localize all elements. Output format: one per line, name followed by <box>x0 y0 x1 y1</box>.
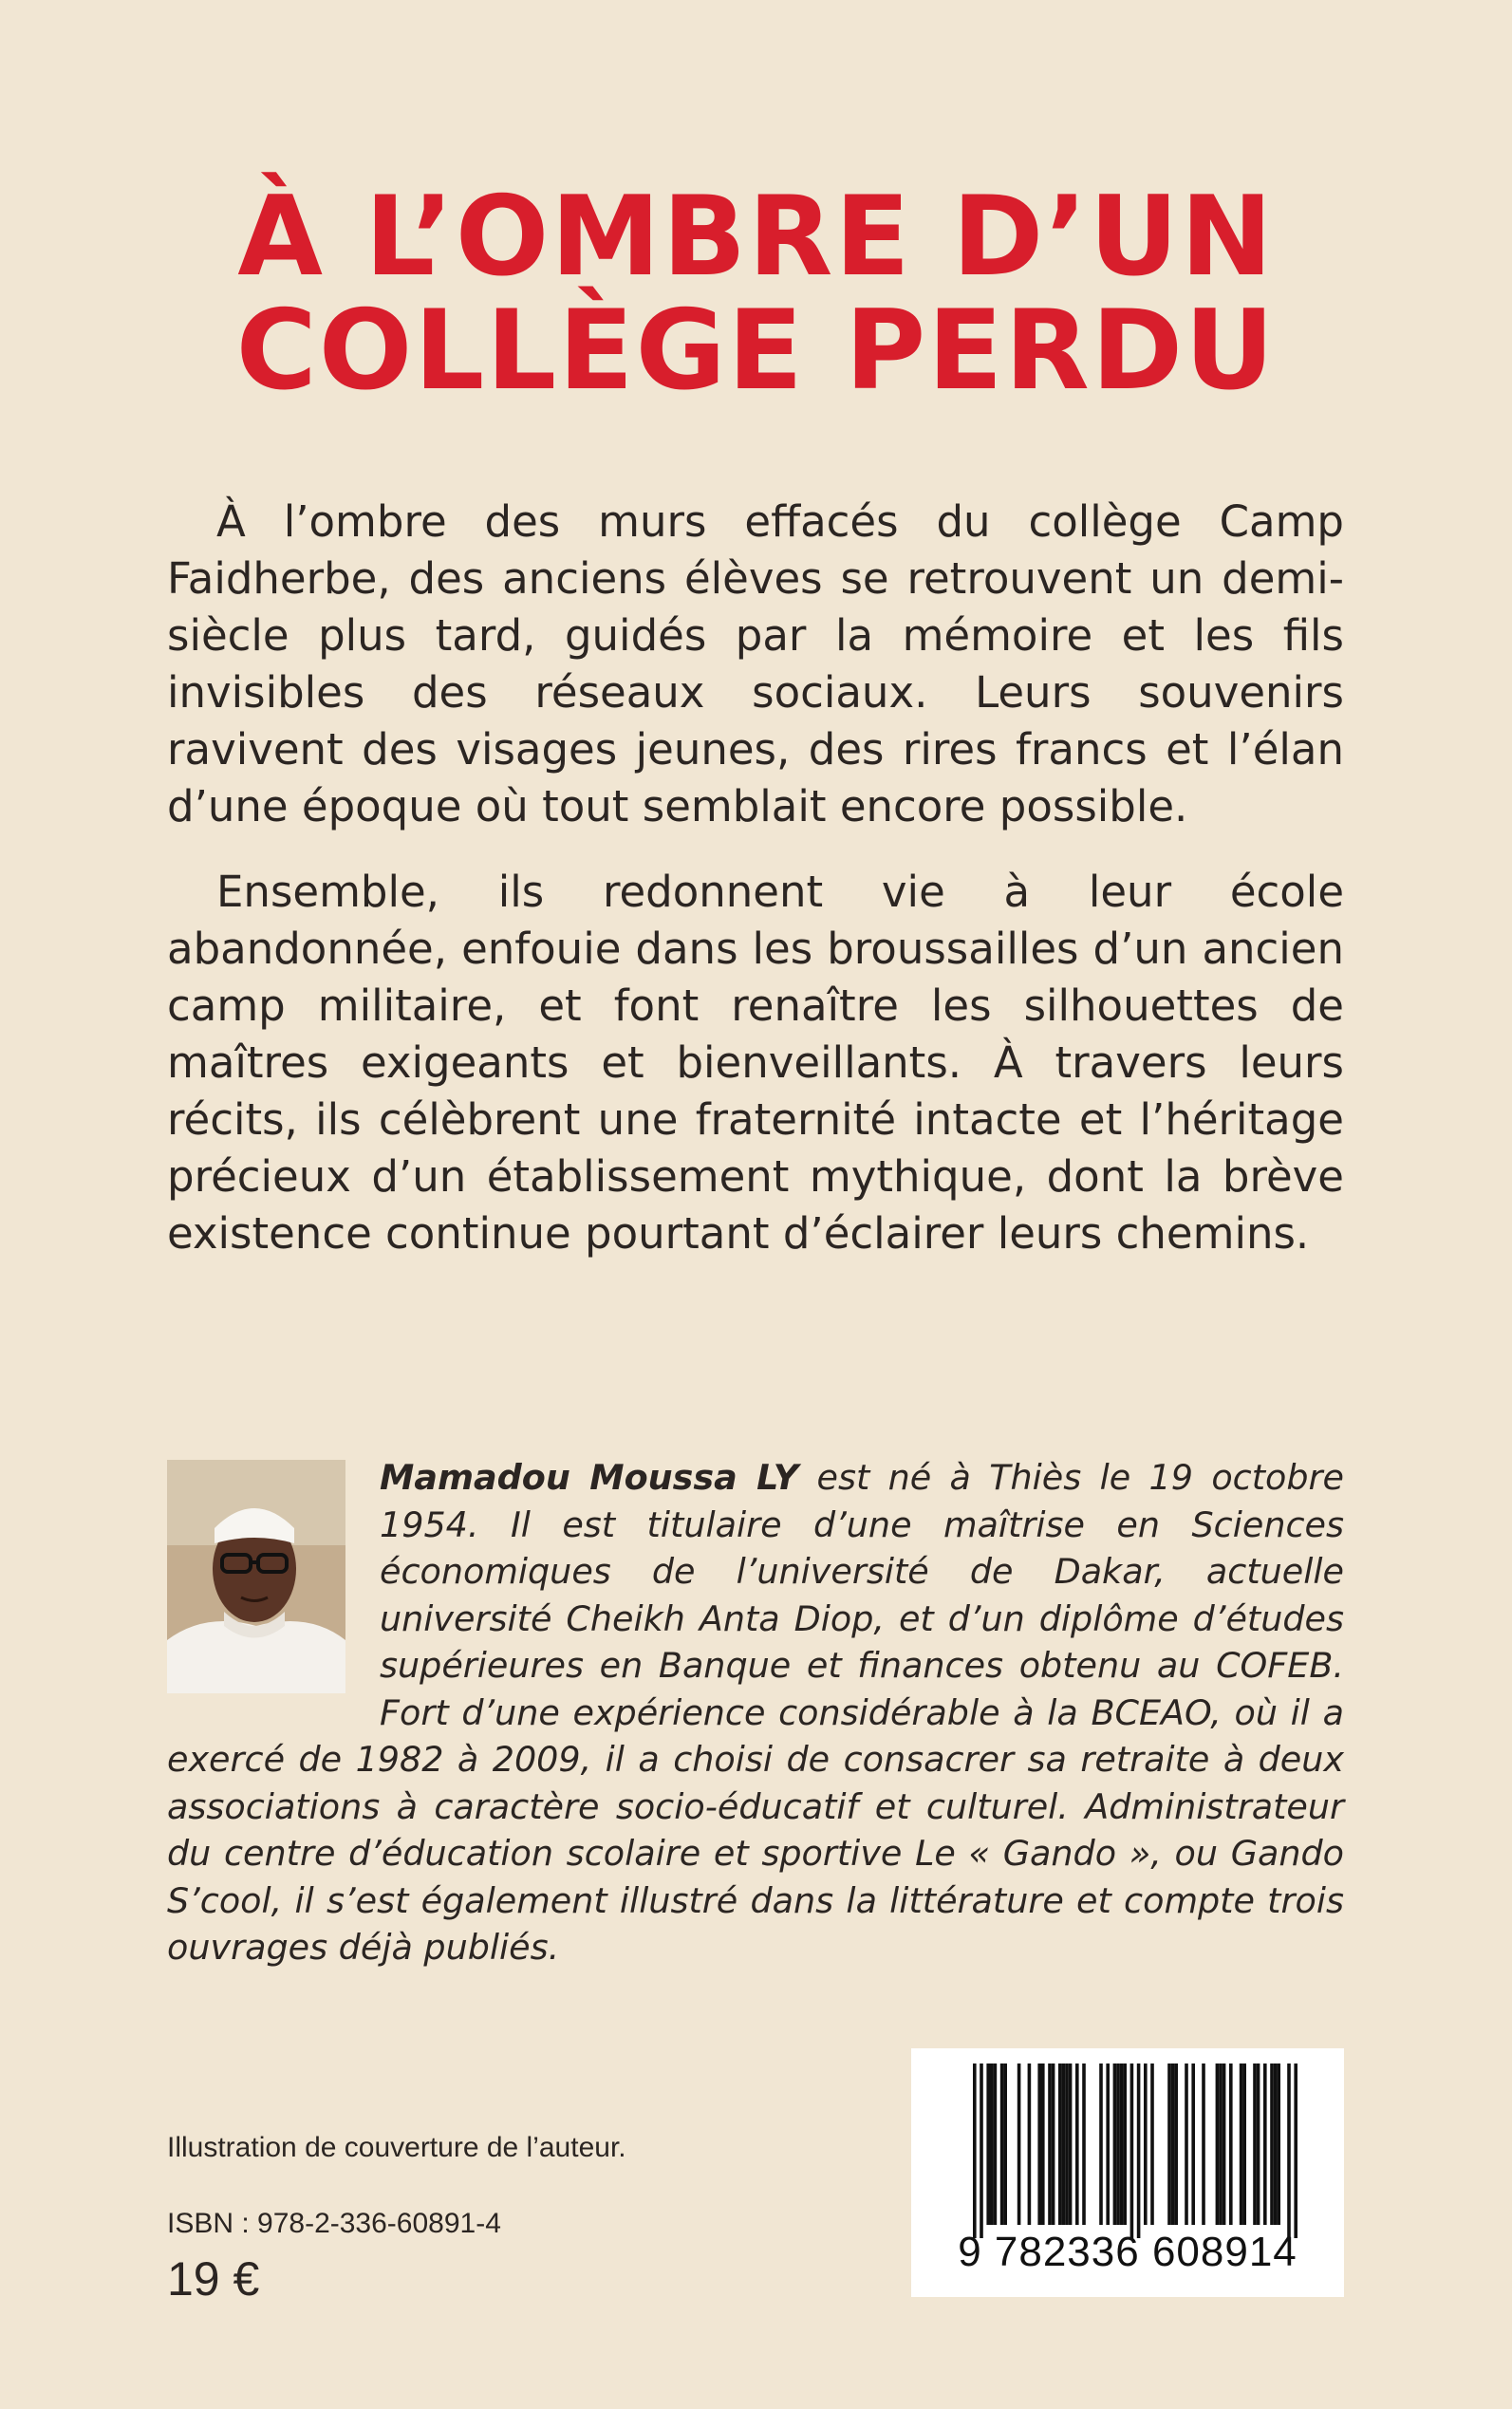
barcode-bar <box>1120 2064 1124 2225</box>
barcode-bar <box>1171 2064 1175 2225</box>
barcode-bar <box>994 2064 998 2225</box>
barcode-bar <box>1229 2064 1233 2225</box>
author-biography <box>167 1454 1344 1971</box>
barcode-bar <box>1150 2064 1154 2225</box>
barcode-bar <box>1191 2064 1195 2225</box>
barcode-bar <box>1174 2064 1178 2225</box>
barcode-bar <box>1069 2064 1073 2225</box>
isbn: ISBN : 978-2-336-60891-4 <box>167 2208 501 2239</box>
barcode-bar <box>1048 2064 1052 2225</box>
author-biography-text: est né à Thiès le 19 octobre 1954. Il est titulaire d’une maîtrise en Sciences économiques de l’université de Dakar, actuelle université Cheikh Anta Diop, et d’un diplôme d’études supérieures en Banque et finances obtenu au COFEB. Fort d’une expérience considérable à la BCEAO, où il a exercé de 1982 à 2009, il a choisi de consacrer sa retraite à deux associations à caractère socio-éducatif et culturel. Administrateur du centre d’éducation scolaire et sportive Le « Gando », ou Gando S’cool, il s’est également illustré dans la littérature et compte trois ouvrages déjà publiés. <box>167 1457 1344 1968</box>
book-title <box>0 172 1512 415</box>
barcode-bar <box>1065 2064 1069 2225</box>
barcode-bar <box>986 2064 990 2225</box>
book-title-line-1: À L’OMBRE D’UN <box>237 172 1275 301</box>
barcode-bar <box>1240 2064 1243 2225</box>
barcode-bar <box>1257 2064 1260 2225</box>
barcode-bar <box>1270 2064 1274 2225</box>
barcode-bar <box>1167 2064 1171 2225</box>
synopsis-paragraph-2: Ensemble, ils redonnent vie à leur école abandonnée, enfouie dans les broussailles d’un ancien camp militaire, et font renaître les silhouettes de maîtres exigeants et bienveillants. À travers leurs récits, ils célèbrent une fraternité intacte et l’héritage précieux d’un établissement mythique, dont la brève existence continue pourtant d’éclairer leurs chemins. <box>167 867 1344 1259</box>
barcode-bar <box>1052 2064 1055 2225</box>
barcode-bar <box>1003 2064 1007 2225</box>
barcode-bar <box>1137 2064 1141 2238</box>
barcode-bar <box>1287 2064 1291 2238</box>
barcode-bar <box>1113 2064 1117 2225</box>
barcode-bar <box>980 2064 983 2238</box>
price: 19 € <box>167 2252 260 2306</box>
author-photo <box>167 1460 345 1693</box>
barcode-bar <box>1263 2064 1267 2225</box>
author-name: Mamadou Moussa LY <box>380 1457 799 1498</box>
barcode-bar <box>1123 2064 1127 2225</box>
barcode-bar <box>1130 2064 1134 2238</box>
barcode-bar <box>1041 2064 1045 2225</box>
barcode-bar <box>1202 2064 1205 2225</box>
barcode-bar <box>1099 2064 1103 2225</box>
barcode-bar <box>1253 2064 1257 2225</box>
barcode-bar <box>1242 2064 1246 2225</box>
book-title-line-2: COLLÈGE PERDU <box>235 286 1277 415</box>
barcode-bar <box>1144 2064 1148 2225</box>
barcode-bar <box>1223 2064 1226 2225</box>
barcode <box>911 2048 1344 2297</box>
barcode-bar <box>1075 2064 1079 2225</box>
synopsis-paragraph-1: À l’ombre des murs effacés du collège Camp Faidherbe, des anciens élèves se retrouvent un demi-siècle plus tard, guidés par la mémoire et les fils invisibles des réseaux sociaux. Leurs souvenirs ravivent des visages jeunes, des rires francs et l’élan d’une époque où tout semblait encore possible. <box>167 496 1344 831</box>
barcode-bar <box>1000 2064 1004 2225</box>
barcode-bar <box>1028 2064 1032 2225</box>
barcode-digits: 9 782336 608914 <box>958 2229 1297 2275</box>
barcode-bar <box>1274 2064 1278 2225</box>
cover-illustration-credit: Illustration de couverture de l’auteur. <box>167 2132 626 2163</box>
barcode-bar <box>990 2064 994 2225</box>
barcode-bar <box>1017 2064 1021 2225</box>
barcode-bar <box>1116 2064 1120 2225</box>
barcode-bar <box>1082 2064 1086 2225</box>
barcode-bar <box>1216 2064 1220 2225</box>
author-portrait-image <box>167 1460 345 1693</box>
barcode-bar <box>1106 2064 1110 2225</box>
barcode-bar <box>1294 2064 1297 2238</box>
barcode-bar <box>1058 2064 1062 2225</box>
barcode-bar <box>1037 2064 1041 2225</box>
barcode-bar <box>1277 2064 1280 2225</box>
synopsis <box>167 494 1344 1291</box>
barcode-bar <box>1062 2064 1066 2225</box>
barcode-bar <box>1219 2064 1223 2225</box>
barcode-bar <box>1185 2064 1188 2225</box>
barcode-bar <box>973 2064 977 2238</box>
